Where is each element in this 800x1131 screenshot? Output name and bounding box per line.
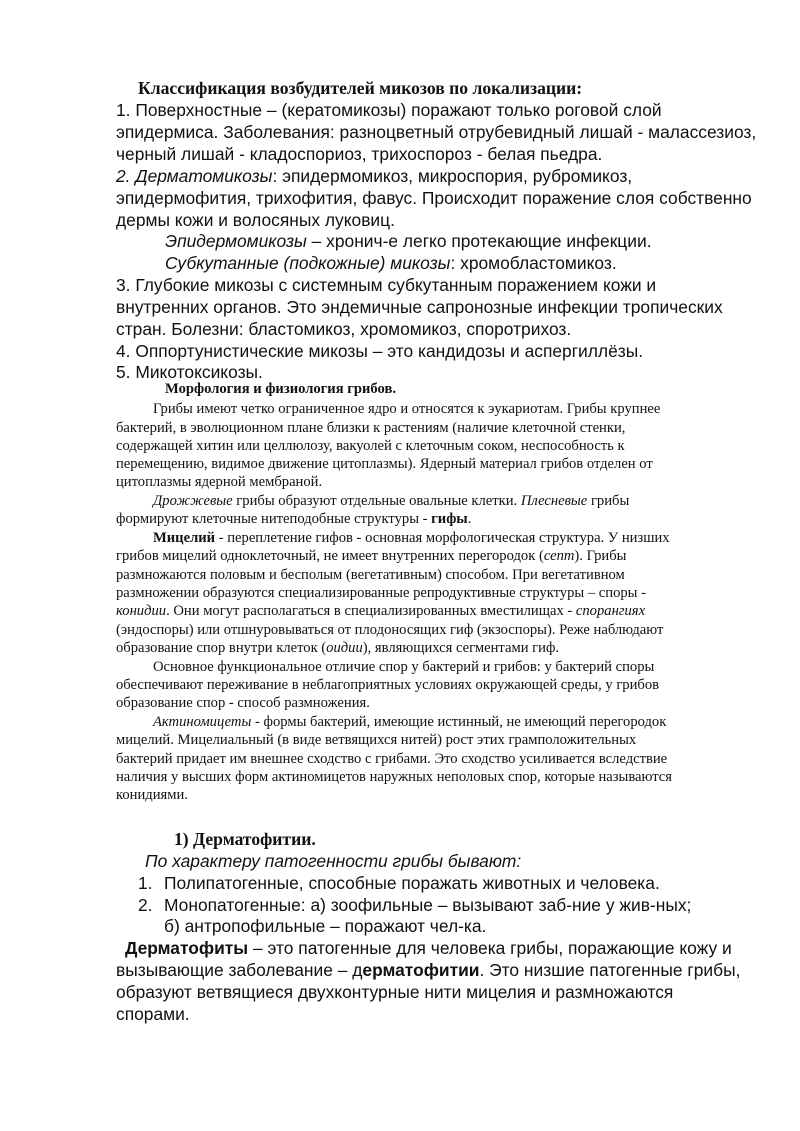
- text-line: внутренних органов. Это эндемичные сапронозные инфекции тропических: [116, 297, 723, 317]
- text-line: (эндоспоры) или отшнуровываться от плодоносящих гиф (экзоспоры). Реже наблюдают: [116, 622, 664, 638]
- text-line: формируют клеточные нитеподобные структуры - гифы.: [116, 511, 472, 527]
- text-line: 2. Дерматомикозы: эпидермомикоз, микроспория, рубромикоз,: [116, 166, 633, 186]
- text-line: содержащей хитин или целлюлозу, вакуолей с клеточным соком, неспособность к: [116, 438, 625, 454]
- list-item-text: Монопатогенные: а) зоофильные – вызывают заб-ние у жив-ных;: [164, 895, 692, 915]
- text-line: цитоплазмы ядерной мембраной.: [116, 474, 323, 490]
- text-line: вызывающие заболевание – дерматофитии. Это низшие патогенные грибы,: [116, 960, 741, 980]
- text-line: 1. Поверхностные – (кератомикозы) поражают только роговой слой: [116, 100, 662, 120]
- text-line: Основное функциональное отличие спор у бактерий и грибов: у бактерий споры: [153, 659, 655, 675]
- section-title-dermatophytes: 1) Дерматофитии.: [174, 829, 316, 849]
- text-line: размножаются половым и бесполым (вегетативным) способом. При вегетативном: [116, 567, 625, 583]
- text-line: Эпидермомикозы – хронич-е легко протекающие инфекции.: [165, 231, 652, 251]
- text-line: Дерматофиты – это патогенные для человека грибы, поражающие кожу и: [125, 938, 732, 958]
- text-line: 5. Микотоксикозы.: [116, 362, 263, 382]
- section-subtitle: По характеру патогенности грибы бывают:: [145, 851, 522, 871]
- text-line: Мицелий - переплетение гифов - основная морфологическая структура. У низших: [153, 530, 670, 546]
- text-line: эпидермофития, трихофития, фавус. Происходит поражение слоя собственно: [116, 188, 752, 208]
- text-line: наличия у высших форм актиномицетов наружных неполовых спор, которые называются: [116, 769, 672, 785]
- list-item-text: Полипатогенные, способные поражать животных и человека.: [164, 873, 660, 893]
- text-line: мицелий. Мицелиальный (в виде ветвящихся нитей) рост этих грамположительных: [116, 732, 637, 748]
- list-item: 1.: [138, 873, 153, 893]
- text-line: бактерий придает им внешнее сходство с грибами. Это сходство усиливается вследствие: [116, 751, 668, 767]
- text-line: перемещению, видимое движение цитоплазмы). Ядерный материал грибов отделен от: [116, 456, 653, 472]
- text-line: черный лишай - кладоспориоз, трихоспороз - белая пьедра.: [116, 144, 603, 164]
- text-line: конидии. Они могут располагаться в специализированных вместилищах - спорангиях: [116, 603, 646, 619]
- text-line: спорами.: [116, 1004, 190, 1024]
- text-line: конидиями.: [116, 787, 188, 803]
- list-item-continuation: б) антропофильные – поражают чел-ка.: [164, 916, 487, 936]
- text-line: Грибы имеют четко ограниченное ядро и относятся к эукариотам. Грибы крупнее: [153, 401, 661, 417]
- list-item: 2.: [138, 895, 153, 915]
- text-line: образование спор внутри клеток (оидии), являющихся сегментами гиф.: [116, 640, 560, 656]
- text-line: эпидермиса. Заболевания: разноцветный отрубевидный лишай - малассезиоз,: [116, 122, 757, 142]
- text-line: грибов мицелий одноклеточный, не имеет внутренних перегородок (септ). Грибы: [116, 548, 627, 564]
- text-line: обеспечивают переживание в неблагоприятных условиях окружающей среды, у грибов: [116, 677, 660, 693]
- text-line: Актиномицеты - формы бактерий, имеющие истинный, не имеющий перегородок: [153, 714, 667, 730]
- text-line: стран. Болезни: бластомикоз, хромомикоз, споротрихоз.: [116, 319, 572, 339]
- text-line: образование спор - способ размножения.: [116, 695, 370, 711]
- text-line: образуют ветвящиеся двухконтурные нити мицелия и размножаются: [116, 982, 674, 1002]
- text-line: бактерий, в эволюционном плане близки к растениям (наличие клеточной стенки,: [116, 420, 626, 436]
- text-line: Субкутанные (подкожные) микозы: хромобластомикоз.: [165, 253, 617, 273]
- section-title-morphology: Морфология и физиология грибов.: [165, 381, 396, 397]
- text-line: 3. Глубокие микозы с системным субкутанным поражением кожи и: [116, 275, 657, 295]
- section-title-classification: Классификация возбудителей микозов по локализации:: [138, 78, 583, 98]
- text-line: Дрожжевые грибы образуют отдельные овальные клетки. Плесневые грибы: [153, 493, 630, 509]
- text-line: 4. Оппортунистические микозы – это кандидозы и аспергиллёзы.: [116, 341, 644, 361]
- text-line: дермы кожи и волосяных луковиц.: [116, 210, 395, 230]
- text-line: размножении образуются специализированные репродуктивные структуры – споры -: [116, 585, 646, 601]
